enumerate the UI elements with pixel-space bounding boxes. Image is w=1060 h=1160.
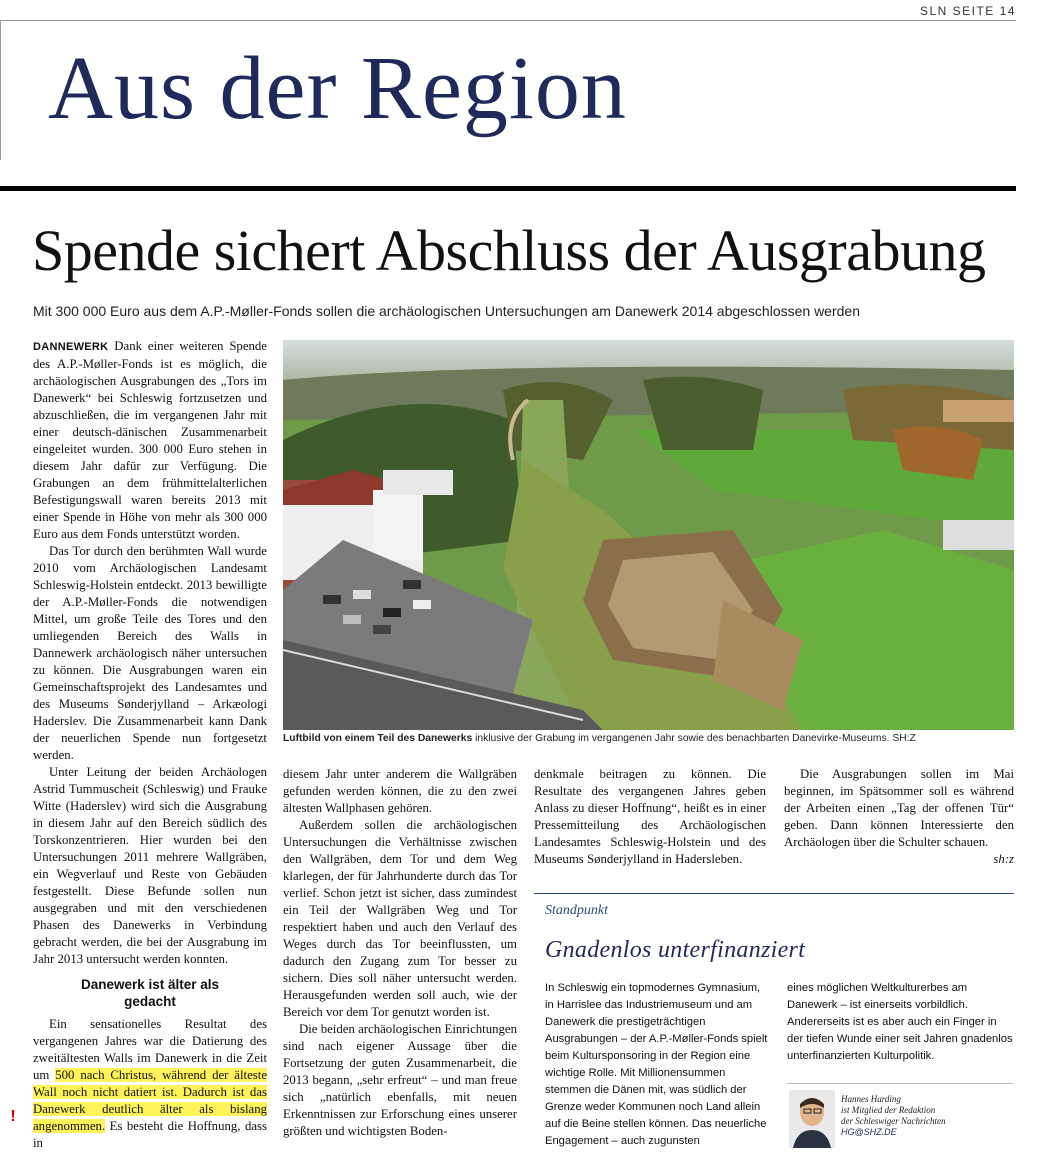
paragraph: Ein sensationelles Resultat des vergangenen Jahres war die Datierung des zweitältesten Walls im Danewerk in die Zeit um 500 nach Christus, während der älteste Wall noch nicht datiert ist. Dadurch ist das Danewerk deutlich älter als bislang angenommen. Es besteht die Hoffnung, dass in — [33, 1017, 267, 1150]
author-box — [787, 1083, 1013, 1144]
paragraph: Unter Leitung der beiden Archäologen Astrid Tummuscheit (Schleswig) und Frauke Witte (Haderslev) wird sich die Ausgrabung in diesem Jahr auf den Bereich südlich des Torskonzentrieren. Hier wurden bei den Untersuchungen 2011 mehrere Wallgräben, ein Wegverlauf und Reste von Gebäuden festgestellt. Diese Befunde sollen nun ausgegraben und mit den verschiedenen Phasen des Danewerks in Verbindung gebracht werden, die bei der Ausgrabung im Jahr 2013 untersucht werden konnten. — [33, 765, 267, 966]
left-margin-rule — [0, 20, 1, 160]
paragraph: diesem Jahr unter anderem die Wallgräben gefunden werden können, die zu den zwei ältesten Wallphasen gehören. — [283, 767, 517, 815]
article-column-3 — [534, 766, 766, 868]
commentary-title: Gnadenlos unterfinanziert — [545, 937, 806, 963]
danewerk-aerial-image — [283, 340, 1014, 730]
commentary-column-1: In Schleswig ein topmodernes Gymnasium, in Harrislee das Industriemuseum und am Danewerk die prestigeträchtigen Ausgrabungen – der A.P.-Møller-Fonds spielt beim Kultursponsoring in der Region eine wichtige Rolle. Mit Millionensummen stemmen die Dänen mit, was südlich der Grenze weder Kommunen noch Land allein auf die Beine stellen können. Das neuerliche Engagement – auch zugunsten — [545, 982, 768, 1147]
paragraph: Außerdem sollen die archäologischen Untersuchungen die Verhältnisse zwischen den Wallgräben, dem Tor und dem Weg klarlegen, der für Jahrhunderte durch das Tor verlief. Schon jetzt ist sicher, dass zumindest ein Teil der Wallgräben Weg und Tor respektiert haben und auch den Verlauf des Weges durch das Tor beeinflussten, um dadurch den Zugang zum Tor besser zu sichern. Dies soll näher untersucht werden. Herausgefunden werden soll auch, wie der Bereich vor dem Tor genutzt worden ist. — [283, 818, 517, 1019]
author-role: der Schleswiger Nachrichten — [841, 1116, 946, 1126]
article-column-1 — [33, 338, 267, 1152]
standpunkt-label: Standpunkt — [545, 903, 608, 918]
author-portrait — [789, 1090, 835, 1148]
warning-icon: ! — [10, 1108, 16, 1125]
page-number: SLN SEITE 14 — [919, 4, 1016, 18]
section-rule — [0, 186, 1016, 191]
author-email: HG@SHZ.DE — [841, 1127, 897, 1137]
paragraph: denkmale beitragen zu können. Die Resultate des vergangenen Jahres geben Anlass zu dieser Hoffnung“, heißt es in einer Pressemitteilung des Archäologischen Landesamtes Schleswig-Holstein und des Museums Sønderjylland in Hadersleben. — [534, 767, 766, 866]
paragraph: Die Ausgrabungen sollen im Mai beginnen, im Spätsommer soll es während der Arbeiten einen „Tag der offenen Tür“ geben. Dann können Interessierte den Archäologen über die Schulter schauen. — [784, 767, 1014, 849]
dateline: DANNEWERK — [33, 341, 109, 353]
article-column-4 — [784, 766, 1014, 868]
aerial-photo — [283, 340, 1014, 730]
author-name: Hannes Harding — [841, 1094, 901, 1104]
author-sign: sh:z — [993, 852, 1014, 866]
photo-credit: SH:Z — [892, 733, 916, 744]
subheading: Danewerk ist älter als gedacht — [80, 977, 220, 1009]
paragraph: DANNEWERK Dank einer weiteren Spende des A.P.-Møller-Fonds ist es möglich, die archäologischen Ausgrabungen des „Tors im Danewerk“ bei Schleswig fortzusetzen und abzuschließen, die im vergangenen Jahr mit einer deutsch-dänischen Zusammenarbeit eingeleitet wurden. 300 000 Euro stehen in diesem Jahr dafür zur Verfügung. Die Grabungen an dem frühmittelalterlichen Befestigungswall waren bereits 2013 mit einer Spende in Höhe von mehr als 300 000 Euro aus dem Fonds unterstützt worden. — [33, 339, 267, 541]
article-headline: Spende sichert Abschluss der Ausgrabung — [32, 218, 986, 283]
paragraph: Das Tor durch den berühmten Wall wurde 2010 vom Archäologischen Landesamt Schleswig-Holstein entdeckt. 2013 bewilligte der A.P.-Møller-Fonds die notwendigen Mittel, um große Teile des Tores und den umliegenden Bereich des Walls in Dannewerk archäologisch näher untersuchen zu können. Die Ausgrabungen waren ein Gemeinschaftsprojekt des Landesamtes und des Museums Sønderjylland – Arkæologi Haderslev. Die Zusammenarbeit kann Dank der neuerlichen Spende nun fortgesetzt werden. — [33, 544, 267, 762]
article-column-2 — [283, 766, 517, 1140]
author-role: ist Mitglied der Redaktion — [841, 1105, 936, 1115]
commentary-column-2: eines möglichen Weltkulturerbes am Danewerk – ist einerseits vorbildlich. Andererseits ist es aber auch ein Finger in der tiefen Wunde einer seit Jahren gnadenlos unterfinanzierten Kulturpolitik. — [787, 982, 1013, 1062]
paragraph: Die beiden archäologischen Einrichtungen sind nach eigener Aussage über die Fortsetzung der guten Zusammenarbeit, die 2013 begann, „sehr erfreut“ – und man freue sich „natürlich ebenfalls, mit neuen Erkenntnissen zur Erforschung eines unserer größten und wichtigsten Boden- — [283, 1022, 517, 1138]
photo-caption: Luftbild von einem Teil des Danewerks inklusive der Grabung im vergangenen Jahr sowie des benachbarten Danevirke-Museums. SH:Z — [283, 733, 916, 744]
highlighted-text: 500 nach Christus, während der älteste Wall noch nicht datiert ist. Dadurch ist das Danewerk deutlich älter als bislang angenommen. — [33, 1068, 267, 1133]
header-rule — [0, 20, 1016, 21]
section-title: Aus der Region — [48, 39, 627, 138]
article-subheadline: Mit 300 000 Euro aus dem A.P.-Møller-Fonds sollen die archäologischen Untersuchungen am Danewerk 2014 abgeschlossen werden — [33, 303, 860, 319]
standpunkt-rule — [534, 893, 1014, 894]
